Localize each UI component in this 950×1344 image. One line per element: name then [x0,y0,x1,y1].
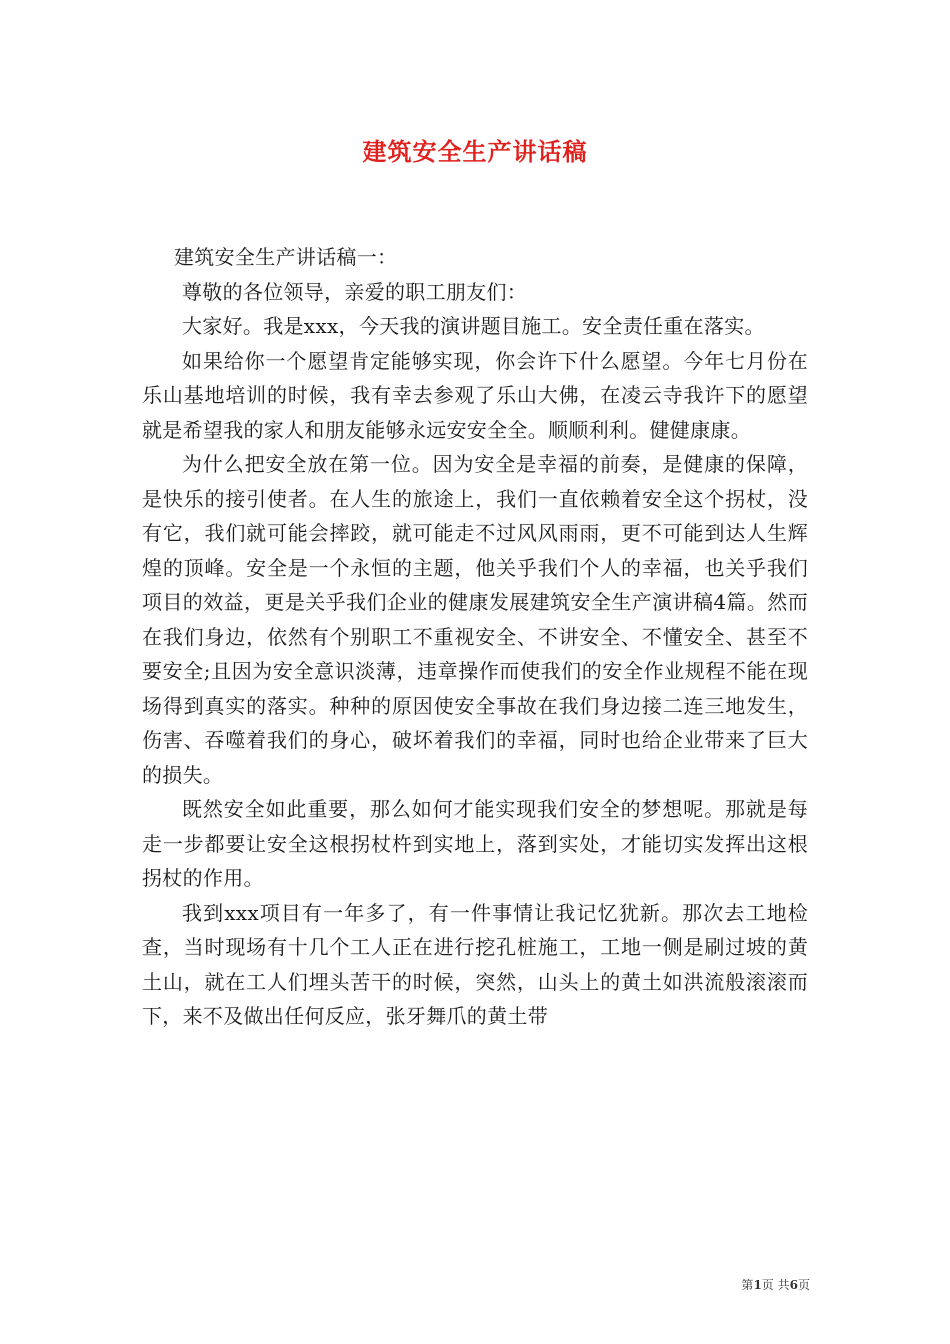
current-page-number: 1 [753,1278,762,1292]
footer-middle: 页 共 [761,1278,790,1292]
footer-prefix: 第 [741,1278,754,1292]
paragraph: 如果给你一个愿望肯定能够实现，你会许下什么愿望。今年七月份在乐山基地培训的时候，我有幸去参观了乐山大佛，在凌云寺我许下的愿望就是希望我的家人和朋友能够永远安安全全。顺顺利利。健健康康。 [142,348,808,442]
paragraph-salutation: 尊敬的各位领导，亲爱的职工朋友们： [182,279,528,304]
document-title: 建筑安全生产讲话稿 [362,137,588,166]
paragraph: 既然安全如此重要，那么如何才能实现我们安全的梦想呢。那就是每走一步都要让安全这根拐杖杵到实地上，落到实处，才能切实发挥出这根拐杖的作用。 [142,797,808,890]
paragraph-heading: 建筑安全生产讲话稿一： [174,245,398,269]
total-pages-number: 6 [789,1278,798,1292]
paragraph: 大家好。我是xxx，今天我的演讲题目施工。安全责任重在落实。 [182,314,765,338]
paragraph: 为什么把安全放在第一位。因为安全是幸福的前奏，是健康的保障，是快乐的接引使者。在人生的旅途上，我们一直依赖着安全这个拐杖，没有它，我们就可能会摔跤，就可能走不过风风雨雨，更不可能到达人生辉煌的顶峰。安全是一个永恒的主题，他关乎我们个人的幸福，也关乎我们项目的效益，更是关乎我们企业的健康发展建筑安全生产演讲稿4篇。然而在我们身边，依然有个别职工不重视安全、不讲安全、不懂安全、甚至不要安全;且因为安全意识淡薄，违章操作而使我们的安全作业规程不能在现场得到真实的落实。种种的原因使安全事故在我们身边接二连三地发生，伤害、吞噬着我们的身心，破坏着我们的幸福，同时也给企业带来了巨大的损失。 [142,452,808,787]
page-number-footer [690,1276,810,1293]
footer-suffix: 页 [797,1278,810,1292]
document-body [142,240,808,1034]
paragraph: 我到xxx项目有一年多了，有一件事情让我记忆犹新。那次去工地检查，当时现场有十几个工人正在进行挖孔桩施工，工地一侧是刷过坡的黄土山，就在工人们埋头苦干的时候，突然，山头上的黄土如洪流般滚滚而下，来不及做出任何反应，张牙舞爪的黄土带 [142,900,808,1028]
